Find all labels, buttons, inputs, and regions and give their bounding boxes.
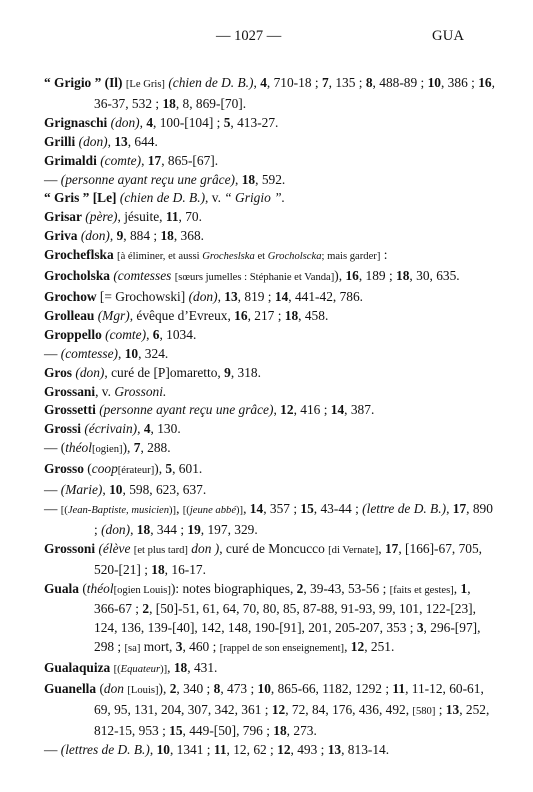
index-entry <box>44 307 496 326</box>
headword: Grossi <box>44 421 81 437</box>
italic-text: (chien de D. B.) <box>119 190 206 206</box>
small-text: [à éliminer, et aussi <box>117 251 203 263</box>
volume-number: 16 <box>345 268 359 284</box>
entry-text: , 189 ; <box>358 268 397 284</box>
volume-number: 2 <box>296 580 304 596</box>
headword: Grisar <box>44 209 82 225</box>
entry-text: , <box>137 421 144 437</box>
index-entry <box>44 540 496 580</box>
index-entry <box>44 401 496 420</box>
headword: Guala <box>44 580 79 596</box>
small-text: [sa] <box>124 643 141 655</box>
volume-number: 9 <box>224 364 231 380</box>
entry-text: , [166]-67, 705, 520-[21] ; <box>94 540 483 577</box>
index-entry <box>44 680 496 741</box>
entry-text: , 865-66, 1182, 1292 ; <box>270 681 393 697</box>
small-text: [( <box>60 504 68 516</box>
volume-number: 18 <box>162 95 176 111</box>
entry-text: ( <box>96 681 104 697</box>
small-text: [rappel de son enseignement] <box>219 643 345 655</box>
headword: Grolleau <box>44 307 95 323</box>
index-entry <box>44 326 496 345</box>
entry-text: , 344 ; <box>150 521 188 537</box>
entry-text: ), <box>122 440 134 456</box>
entry-text: , <box>102 482 110 498</box>
volume-number: 15 <box>169 722 183 738</box>
small-text: [Le Gris] <box>125 79 165 90</box>
entry-text: , <box>176 500 183 516</box>
volume-number: 12 <box>277 741 291 757</box>
italic-text: (chien de D. B.) <box>168 75 254 90</box>
entry-text: , 36-37, 532 ; <box>94 75 495 111</box>
entry-text: , <box>167 660 174 676</box>
entry-text: , <box>217 288 225 304</box>
volume-number: 13 <box>445 702 460 717</box>
entry-text: , 368. <box>173 228 204 244</box>
volume-number: 16 <box>478 75 492 90</box>
entry-text: , <box>453 580 461 596</box>
volume-number: 7 <box>133 440 141 456</box>
entry-text: , <box>118 345 125 361</box>
volume-number: 8 <box>365 75 373 90</box>
entry-text: , <box>146 326 153 342</box>
volume-number: 13 <box>224 288 238 304</box>
volume-number: 4 <box>143 421 151 437</box>
entry-text: , 12, 62 ; <box>226 741 278 757</box>
entry-text: , 43-44 ; <box>313 500 363 516</box>
italic-text: (don) <box>80 228 110 244</box>
volume-number: 16 <box>234 307 248 323</box>
volume-number: 1 <box>460 580 468 596</box>
entry-text: ), <box>158 681 170 697</box>
entry-text: , 386 ; <box>440 75 479 90</box>
italic-text: (personne ayant reçu une grâce) <box>99 402 274 418</box>
volume-number: 11 <box>165 209 179 225</box>
italic-text: (don) <box>75 364 105 380</box>
entry-text: , <box>243 500 250 516</box>
entry-text: , 135 ; <box>328 75 366 90</box>
volume-number: 13 <box>114 133 128 149</box>
headword: Grossetti <box>44 402 96 418</box>
italic-text: (lettres de D. B.) <box>60 741 150 757</box>
entry-text: ( <box>78 580 87 596</box>
volume-number: 17 <box>452 500 467 516</box>
index-entry <box>44 267 496 288</box>
entry-text: , <box>107 133 115 149</box>
volume-number: 5 <box>165 461 173 477</box>
entry-text: ), <box>154 461 166 477</box>
index-entry <box>44 345 496 364</box>
small-italic-text: Equateur <box>120 664 161 676</box>
volume-number: 14 <box>330 402 345 418</box>
entry-text: , 598, 623, 637. <box>122 482 207 498</box>
entry-text: , <box>446 500 453 516</box>
index-entry <box>44 74 496 114</box>
entry-text: , 865-[67]. <box>161 152 219 168</box>
page-number: — 1027 — <box>216 28 282 44</box>
entry-text: , 324. <box>138 345 169 361</box>
entry-text: , 460 ; <box>182 639 220 655</box>
small-text: et <box>254 251 268 263</box>
volume-number: 10 <box>257 681 271 697</box>
entry-text: , 1341 ; <box>169 741 214 757</box>
volume-number: 10 <box>427 75 441 90</box>
entry-text: , <box>109 228 117 244</box>
volume-number: 9 <box>116 228 124 244</box>
entry-text: , <box>273 402 281 418</box>
entry-text: , 601. <box>172 461 203 477</box>
index-entry <box>44 500 496 540</box>
italic-text: théol <box>65 440 92 456</box>
index-entry <box>44 580 496 660</box>
entry-text: , 252, 812-15, 953 ; <box>94 702 490 738</box>
volume-number: 11 <box>213 741 227 757</box>
volume-number: 2 <box>169 681 177 697</box>
italic-text: (père) <box>85 209 118 225</box>
volume-number: 12 <box>350 639 365 655</box>
volume-number: 4 <box>146 114 154 130</box>
headword: Guanella <box>44 681 97 697</box>
entry-text: , curé de [P]omaretto, <box>104 364 225 380</box>
small-text: [di Vernate] <box>328 544 379 556</box>
index-entry <box>44 114 496 133</box>
entry-text: , 710-18 ; <box>266 75 322 90</box>
entry-text: , 273. <box>286 722 317 738</box>
entry-text: ( <box>83 461 92 477</box>
entry-text: , <box>149 741 157 757</box>
volume-number: 4 <box>260 75 267 90</box>
headword: Gualaquiza <box>44 660 111 676</box>
small-text: )] <box>169 504 177 516</box>
index-entry <box>44 741 496 760</box>
index-entry <box>44 171 496 190</box>
index-entry <box>44 208 496 227</box>
volume-number: 3 <box>175 639 183 655</box>
index-entry <box>44 288 496 307</box>
index-entry <box>44 152 496 171</box>
entry-text: , 197, 329. <box>200 521 258 537</box>
volume-number: 18 <box>241 171 256 187</box>
italic-text: (élève <box>98 540 131 556</box>
entry-text: , 8, 869-[70]. <box>175 95 247 111</box>
italic-text: “ Grigio ”. <box>224 190 285 206</box>
italic-text: (comtesse) <box>60 345 119 361</box>
entry-text: , 413-27. <box>230 114 279 130</box>
index-entry <box>44 460 496 481</box>
entry-text: , 366-67 ; <box>94 580 471 617</box>
entry-text: ): notes biographiques, <box>170 580 297 596</box>
headword: Grignaschi <box>44 114 108 130</box>
small-italic-text: Grocholscka <box>267 251 322 263</box>
italic-text: (comte) <box>100 152 142 168</box>
entry-text: ), <box>334 268 346 284</box>
entry-text: , 1034. <box>159 326 197 342</box>
headword: Gros <box>44 364 73 380</box>
entry-text: , 819 ; <box>237 288 275 304</box>
entry-text: , 416 ; <box>293 402 331 418</box>
volume-number: 8 <box>213 681 221 697</box>
entry-text: , 458. <box>298 307 329 323</box>
volume-number: 7 <box>321 75 329 90</box>
entry-text: , 431. <box>187 660 218 676</box>
volume-number: 3 <box>416 620 424 636</box>
small-text: [580] <box>412 706 436 717</box>
headword: Grimaldi <box>44 152 97 168</box>
entry-text: ; <box>435 702 446 717</box>
entry-text: , 251. <box>364 639 395 655</box>
entry-text: , 884 ; <box>123 228 161 244</box>
small-text: [( <box>113 664 121 676</box>
headword: Grossoni <box>44 540 96 556</box>
index-entry <box>44 227 496 246</box>
italic-text: Grossoni. <box>114 383 167 399</box>
index-entry <box>44 383 496 402</box>
entry-text: , 449-[50], 796 ; <box>182 722 274 738</box>
entry-text: , 39-43, 53-56 ; <box>303 580 390 596</box>
italic-text: (Marie) <box>60 482 103 498</box>
entry-text: : <box>380 247 388 263</box>
headword: Groppello <box>44 326 102 342</box>
index-entry <box>44 481 496 500</box>
small-text: [ogien Louis] <box>113 584 171 596</box>
italic-text: (lettre de D. B.) <box>362 500 447 516</box>
volume-number: 15 <box>300 500 314 516</box>
entry-text: , 488-89 ; <box>372 75 428 90</box>
volume-number: 18 <box>151 561 165 577</box>
volume-number: 10 <box>124 345 139 361</box>
small-italic-text: jeune abbé <box>189 504 237 516</box>
headword: Grossani <box>44 383 96 399</box>
headword: Grilli <box>44 133 76 149</box>
volume-number: 17 <box>147 152 162 168</box>
headword: Grochow <box>44 288 97 304</box>
entry-text: mort, <box>140 639 176 655</box>
entry-text: , [50]-51, 61, 64, 70, 80, 85, 87-88, 91-93, 99, 101, 122-[23], 124, 136, 139-[40], 142, 148, 190-[91], 201, 205-207, 353 ; <box>94 601 476 636</box>
entry-text: , <box>344 639 351 655</box>
page-header <box>0 28 533 48</box>
volume-number: 14 <box>249 500 264 516</box>
volume-number: 17 <box>384 540 399 556</box>
italic-text: (Mgr) <box>97 307 130 323</box>
entry-text: , <box>130 521 137 537</box>
small-text: [érateur] <box>117 465 155 477</box>
italic-text: don <box>103 681 124 697</box>
entry-text: , évêque d’Evreux, <box>129 307 235 323</box>
volume-number: 18 <box>136 521 151 537</box>
entry-text: , <box>235 171 242 187</box>
entry-text: — <box>44 741 61 757</box>
entry-text: — <box>44 345 61 361</box>
entry-text: , 11-12, 60-61, 69, 95, 131, 204, 307, 342, 361 ; <box>94 681 484 717</box>
small-text: [sœurs jumelles : Stéphanie et Vanda] <box>174 272 335 284</box>
entry-text: , 70. <box>178 209 202 225</box>
small-text: [et plus tard] <box>133 544 188 556</box>
entry-text: , 890 ; <box>94 500 493 537</box>
entry-text: , 441-42, 786. <box>288 288 364 304</box>
entry-text: , 592. <box>255 171 286 187</box>
volume-number: 11 <box>392 681 406 697</box>
entry-text: , jésuite, <box>117 209 166 225</box>
volume-number: 6 <box>152 326 160 342</box>
entry-text: , 318. <box>230 364 261 380</box>
volume-number: 19 <box>187 521 201 537</box>
italic-text: (écrivain) <box>84 421 138 437</box>
headword: Grosso <box>44 461 84 477</box>
index-entry <box>44 420 496 439</box>
running-head: GUA <box>432 28 465 44</box>
italic-text: (comtesses <box>113 268 172 284</box>
entry-text: , 644. <box>127 133 158 149</box>
index-entry <box>44 364 496 383</box>
headword: Grocholska <box>44 268 110 284</box>
volume-number: 12 <box>280 402 294 418</box>
small-italic-text: Grocheslska <box>202 251 255 263</box>
entry-text: , <box>253 75 261 90</box>
headword: Griva <box>44 228 78 244</box>
volume-number: 5 <box>223 114 231 130</box>
index-entries <box>44 74 496 760</box>
italic-text: (personne ayant reçu une grâce) <box>60 171 236 187</box>
entry-text: , 72, 84, 176, 436, 492, <box>285 702 413 717</box>
entry-text: — ( <box>44 440 66 456</box>
entry-text: , curé de Moncucco <box>219 540 329 556</box>
entry-text: , 288. <box>140 440 171 456</box>
entry-text: , <box>139 114 147 130</box>
small-text: ; mais garder] <box>321 251 381 263</box>
volume-number: 18 <box>284 307 299 323</box>
entry-text: , 357 ; <box>263 500 301 516</box>
italic-text: (comte) <box>105 326 147 342</box>
small-text: [faits et gestes] <box>389 584 454 596</box>
small-text: [ogien] <box>91 444 123 456</box>
entry-text: — <box>44 171 61 187</box>
index-entry <box>44 189 496 208</box>
italic-text: don ) <box>191 540 220 556</box>
index-entry <box>44 133 496 152</box>
entry-text: — <box>44 482 61 498</box>
italic-text: (don) <box>110 114 140 130</box>
index-entry <box>44 439 496 460</box>
small-text: )] <box>236 504 244 516</box>
entry-text: , 340 ; <box>176 681 214 697</box>
volume-number: 18 <box>273 722 287 738</box>
headword: Grocheflska <box>44 247 114 263</box>
entry-text: [= Grochowski] <box>96 288 189 304</box>
entry-text: , 30, 635. <box>409 268 460 284</box>
entry-text: , 16-17. <box>164 561 206 577</box>
entry-text: , 296-[97], 298 ; <box>94 620 481 655</box>
entry-text: , 217 ; <box>247 307 285 323</box>
italic-text: (don) <box>188 288 218 304</box>
volume-number: 18 <box>396 268 410 284</box>
index-entry <box>44 246 496 267</box>
entry-text: , v. <box>95 383 115 399</box>
small-text: [Louis] <box>127 685 159 697</box>
volume-number: 18 <box>173 660 188 676</box>
headword: “ Grigio ” (Il) <box>44 75 123 90</box>
volume-number: 18 <box>160 228 174 244</box>
small-text: )] <box>160 664 168 676</box>
entry-text: , v. <box>205 190 225 206</box>
small-text: [( <box>182 504 190 516</box>
headword: “ Gris ” [Le] <box>44 190 117 206</box>
entry-text: — <box>44 500 61 516</box>
entry-text: , <box>378 540 385 556</box>
volume-number: 14 <box>274 288 289 304</box>
entry-text: , 813-14. <box>341 741 390 757</box>
italic-text: (don) <box>78 133 108 149</box>
italic-text: (don) <box>101 521 131 537</box>
small-italic-text: Jean-Baptiste, musicien <box>67 504 170 516</box>
entry-text: , 473 ; <box>220 681 258 697</box>
volume-number: 10 <box>109 482 123 498</box>
volume-number: 12 <box>271 702 286 717</box>
entry-text: , 493 ; <box>290 741 328 757</box>
entry-text: , 387. <box>344 402 375 418</box>
volume-number: 2 <box>142 601 150 617</box>
italic-text: théol <box>86 580 114 596</box>
volume-number: 13 <box>327 741 342 757</box>
entry-text: , 130. <box>150 421 181 437</box>
volume-number: 10 <box>156 741 170 757</box>
entry-text: , <box>141 152 148 168</box>
index-entry <box>44 659 496 680</box>
italic-text: coop <box>91 461 118 477</box>
entry-text: , 100-[104] ; <box>153 114 224 130</box>
